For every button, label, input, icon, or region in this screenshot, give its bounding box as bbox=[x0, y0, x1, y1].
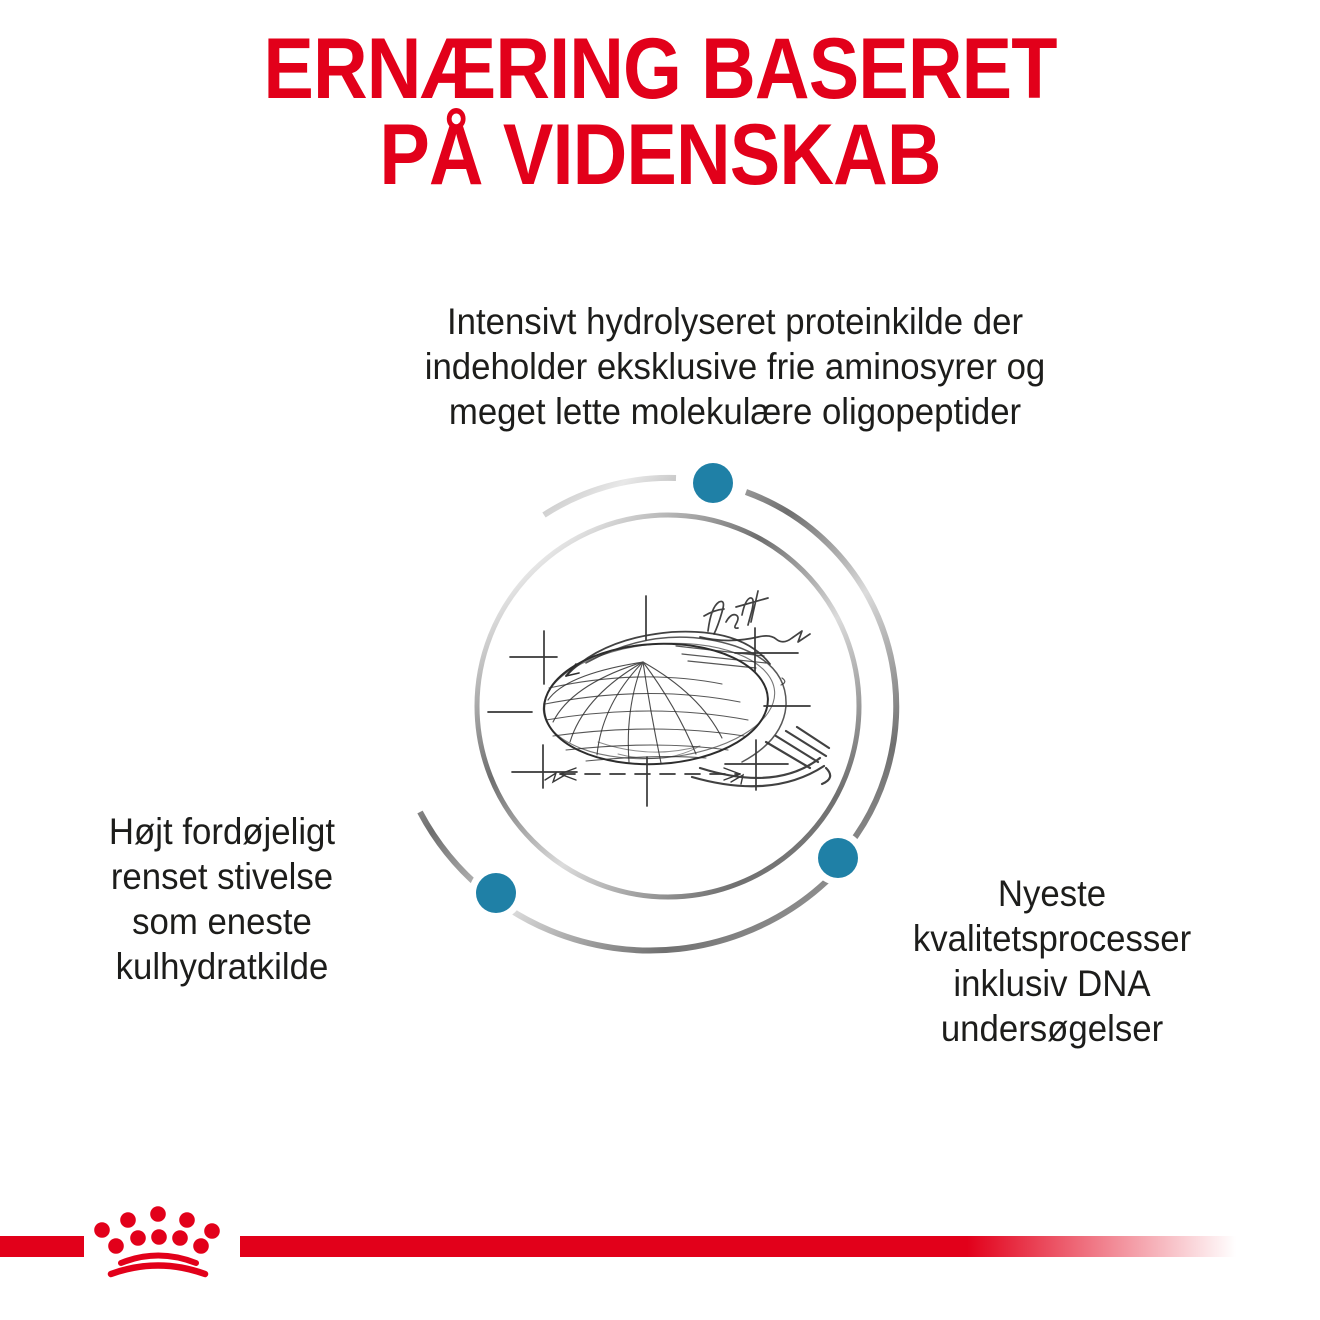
page-title-line1: ERNÆRING BASERET bbox=[263, 21, 1057, 117]
claim-starch-line2: renset stivelse bbox=[110, 856, 334, 897]
claim-protein bbox=[425, 299, 1046, 434]
claim-starch-line3: som eneste bbox=[132, 901, 312, 942]
quality-marker-dot bbox=[818, 838, 858, 878]
claim-quality bbox=[913, 871, 1191, 1051]
royal-canin-crown-icon bbox=[85, 1205, 235, 1290]
kibble-diagram bbox=[380, 420, 960, 1000]
page-title-line2: PÅ VIDENSKAB bbox=[379, 107, 941, 203]
claim-quality-line3: inklusiv DNA bbox=[953, 963, 1151, 1004]
kibble-blueprint-sketch-icon bbox=[538, 591, 830, 786]
protein-marker-dot bbox=[693, 463, 733, 503]
claim-quality-line2: kvalitetsprocesser bbox=[912, 918, 1192, 959]
claim-protein-line1: Intensivt hydrolyseret proteinkilde der bbox=[446, 301, 1024, 342]
crown-pearls bbox=[94, 1206, 220, 1254]
footer-bar-right-segment bbox=[240, 1236, 1236, 1257]
crown-base-arcs bbox=[111, 1256, 205, 1275]
starch-marker-dot bbox=[476, 873, 516, 913]
claim-starch-line1: Højt fordøjeligt bbox=[108, 811, 336, 852]
claim-protein-line3: meget lette molekulære oligopeptider bbox=[448, 391, 1022, 432]
footer-bar-left-segment bbox=[0, 1236, 84, 1257]
claim-starch bbox=[109, 809, 335, 989]
claim-quality-line1: Nyeste bbox=[997, 873, 1107, 914]
claim-protein-line2: indeholder eksklusive frie aminosyrer og bbox=[424, 346, 1046, 387]
page-title bbox=[263, 21, 1057, 203]
claim-quality-line4: undersøgelser bbox=[940, 1008, 1164, 1049]
claim-starch-line4: kulhydratkilde bbox=[115, 946, 329, 987]
